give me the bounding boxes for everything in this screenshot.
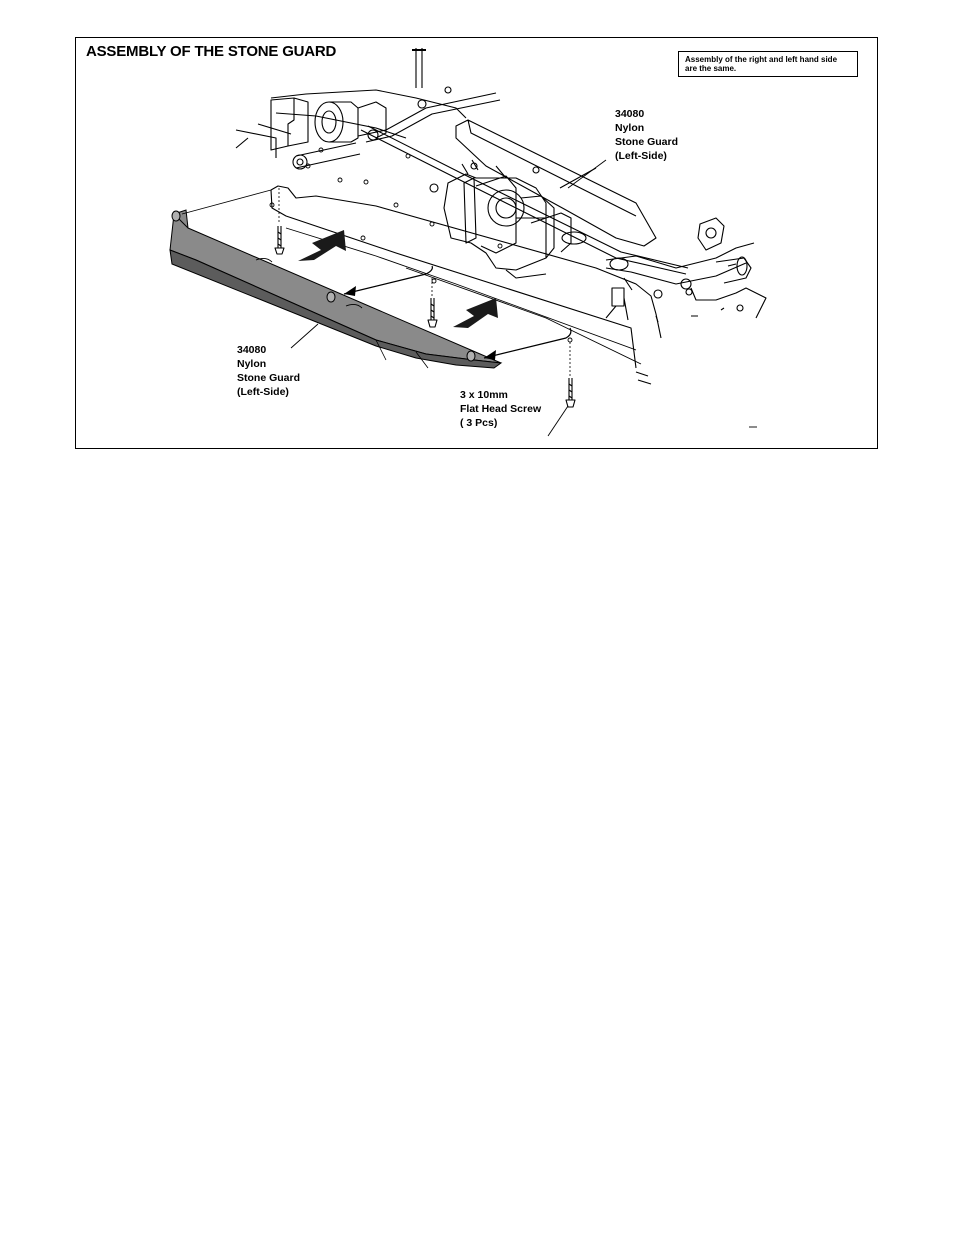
note-line-2: are the same. <box>685 64 737 73</box>
chassis-plate <box>271 186 661 368</box>
stone-guard-assembly-panel <box>75 37 878 449</box>
insert-arrow-right <box>453 298 498 328</box>
flat-head-screw-left <box>275 226 284 254</box>
flat-head-screw-right <box>566 378 575 407</box>
upper-frame-rail <box>271 90 466 138</box>
motor-mount <box>315 102 343 142</box>
label-flat-head-screw: 3 x 10mm Flat Head Screw ( 3 Pcs) <box>460 389 542 429</box>
suspension-arm <box>296 143 360 168</box>
label-upper-stone-guard: 34080 Nylon Stone Guard (Left-Side) <box>615 108 679 162</box>
note-line-1: Assembly of the right and left hand side <box>685 55 838 64</box>
insert-arrow-left <box>298 230 346 261</box>
label-lower-stone-guard: 34080 Nylon Stone Guard (Left-Side) <box>237 344 301 398</box>
section-title: ASSEMBLY OF THE STONE GUARD <box>86 43 337 60</box>
flat-head-screw-middle <box>428 298 437 327</box>
